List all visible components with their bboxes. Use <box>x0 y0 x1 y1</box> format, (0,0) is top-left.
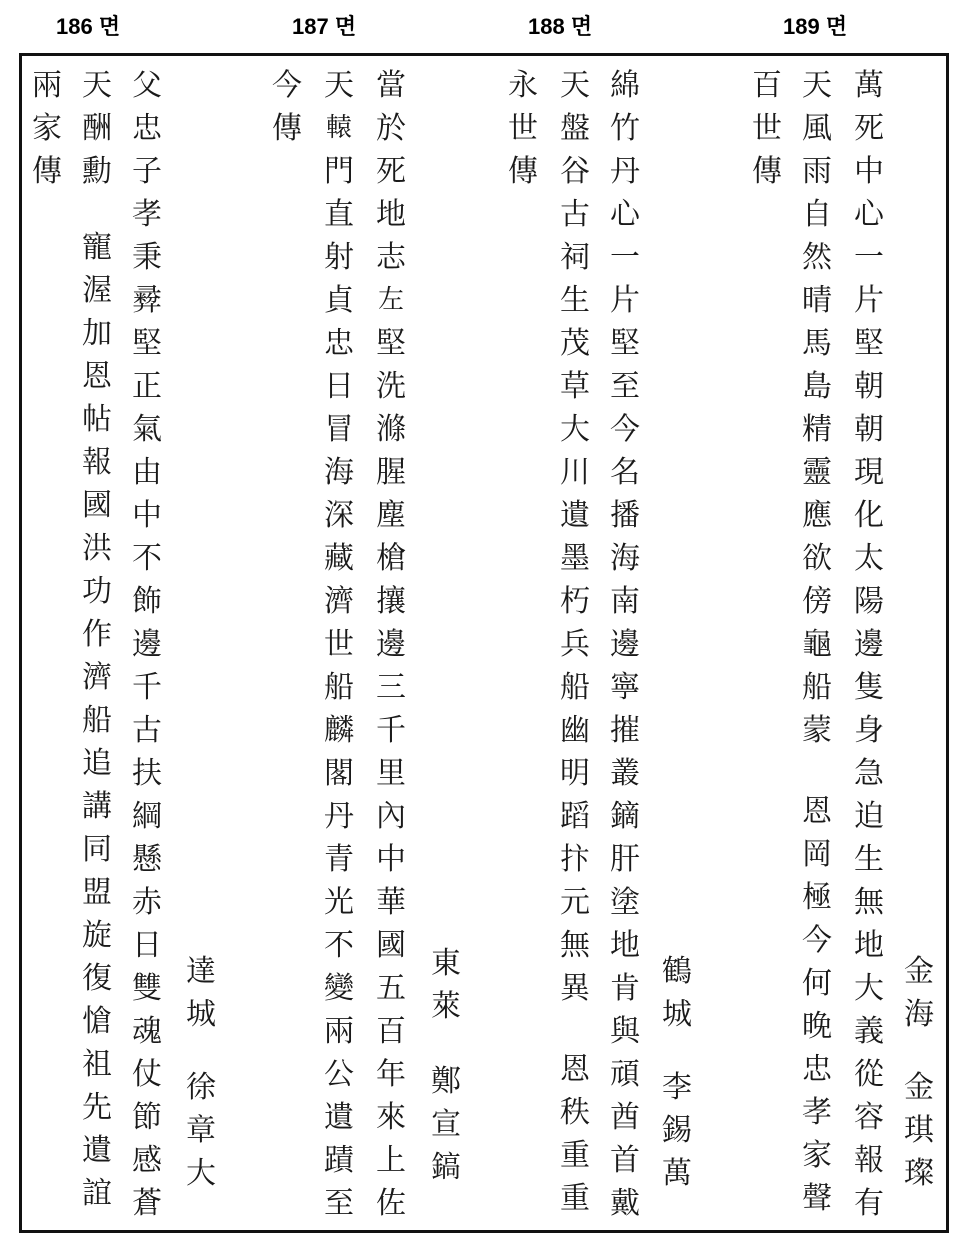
hanja-char: 肝 <box>610 842 640 877</box>
hanja-char: 璨 <box>904 1156 934 1191</box>
hanja-char: 加 <box>82 316 112 351</box>
hanja-char: 恩 <box>82 359 112 394</box>
hanja-char: 聲 <box>802 1181 832 1216</box>
hanja-char: 地 <box>610 928 640 963</box>
hanja-char: 自 <box>802 197 832 232</box>
hanja-char: 傳 <box>32 154 62 189</box>
p188-column-4 <box>606 64 644 1225</box>
hanja-char: 生 <box>560 283 590 318</box>
hanja-char: 至 <box>610 369 640 404</box>
hanja-char: 船 <box>802 670 832 705</box>
page-header-186: 186 면 <box>56 14 121 39</box>
hanja-char: 從 <box>854 1057 884 1092</box>
hanja-char: 南 <box>610 584 640 619</box>
hanja-char: 孝 <box>132 197 162 232</box>
hanja-char: 晚 <box>802 1009 832 1044</box>
hanja-char: 赤 <box>132 885 162 920</box>
hanja-char: 孝 <box>802 1095 832 1130</box>
hanja-char: 魂 <box>132 1014 162 1049</box>
hanja-char: 天 <box>82 68 112 103</box>
hanja-char: 兩 <box>32 68 62 103</box>
hanja-char: 元 <box>560 885 590 920</box>
hanja-char: 川 <box>560 455 590 490</box>
hanja-char: 懸 <box>132 842 162 877</box>
p186-column-2 <box>78 64 116 193</box>
hanja-char: 光 <box>324 885 354 920</box>
hanja-char: 里 <box>376 756 406 791</box>
hanja-char: 永 <box>508 68 538 103</box>
hanja-char: 節 <box>132 1100 162 1135</box>
hanja-char: 蒙 <box>802 713 832 748</box>
hanja-char: 氣 <box>132 412 162 447</box>
hanja-char: 身 <box>854 713 884 748</box>
hanja-char: 今 <box>610 412 640 447</box>
hanja-char: 鏑 <box>610 799 640 834</box>
p189-column-4 <box>850 64 888 1225</box>
hanja-char: 章 <box>186 1113 216 1148</box>
hanja-char: 正 <box>132 369 162 404</box>
hanja-char: 麟 <box>324 713 354 748</box>
hanja-char: 千 <box>376 713 406 748</box>
hanja-char: 雙 <box>132 971 162 1006</box>
hanja-char: 飾 <box>132 584 162 619</box>
hanja-char: 叢 <box>610 756 640 791</box>
hanja-char: 酬 <box>82 111 112 146</box>
hanja-char: 忠 <box>324 326 354 361</box>
hanja-char: 化 <box>854 498 884 533</box>
hanja-char: 海 <box>610 541 640 576</box>
hanja-char: 靈 <box>802 455 832 490</box>
p186-column-4 <box>128 64 166 1225</box>
hanja-char: 雨 <box>802 154 832 189</box>
hanja-char: 子 <box>132 154 162 189</box>
hanja-char: 生 <box>854 842 884 877</box>
hanja-char: 何 <box>802 966 832 1001</box>
hanja-char: 丹 <box>610 154 640 189</box>
p189-title-column <box>748 64 786 193</box>
p187-author-name <box>427 1060 465 1189</box>
hanja-char: 綱 <box>132 799 162 834</box>
hanja-char: 深 <box>324 498 354 533</box>
hanja-char: 攘 <box>376 584 406 619</box>
hanja-char: 岡 <box>802 837 832 872</box>
p186-title-column <box>28 64 66 193</box>
hanja-char: 藏 <box>324 541 354 576</box>
p189-author-name <box>900 1066 938 1195</box>
hanja-char: 誼 <box>82 1176 112 1211</box>
p187-author-origin <box>427 942 465 1028</box>
hanja-char: 明 <box>560 756 590 791</box>
hanja-char: 地 <box>376 197 406 232</box>
hanja-char: 志 <box>376 240 406 275</box>
hanja-char: 萊 <box>431 989 461 1024</box>
hanja-char: 與 <box>610 1014 640 1049</box>
hanja-char: 國 <box>376 928 406 963</box>
hanja-char: 船 <box>324 670 354 705</box>
hanja-char: 大 <box>560 412 590 447</box>
hanja-char: 堅 <box>854 326 884 361</box>
hanja-char: 勳 <box>82 154 112 189</box>
p188-column-3 <box>556 1048 594 1220</box>
hanja-char: 李 <box>662 1070 692 1105</box>
hanja-char: 兵 <box>560 627 590 662</box>
hanja-char: 至 <box>324 1186 354 1221</box>
hanja-char: 講 <box>82 789 112 824</box>
hanja-char: 轅 <box>325 113 352 143</box>
hanja-char: 愴 <box>82 1004 112 1039</box>
hanja-char: 片 <box>854 283 884 318</box>
hanja-char: 戴 <box>610 1186 640 1221</box>
hanja-char: 朝 <box>854 412 884 447</box>
hanja-char: 急 <box>854 756 884 791</box>
hanja-char: 萬 <box>854 68 884 103</box>
hanja-char: 丹 <box>324 799 354 834</box>
hanja-char: 扶 <box>132 756 162 791</box>
hanja-char: 於 <box>376 111 406 146</box>
hanja-char: 忠 <box>802 1052 832 1087</box>
hanja-char: 蒼 <box>132 1186 162 1221</box>
p188-author-name <box>658 1066 696 1195</box>
hanja-char: 世 <box>752 111 782 146</box>
p189-author-origin <box>900 950 938 1036</box>
hanja-char: 感 <box>132 1143 162 1178</box>
hanja-char: 世 <box>324 627 354 662</box>
hanja-char: 濟 <box>324 584 354 619</box>
hanja-char: 家 <box>802 1138 832 1173</box>
hanja-char: 秉 <box>132 240 162 275</box>
hanja-char: 旋 <box>82 918 112 953</box>
hanja-char: 邊 <box>854 627 884 662</box>
hanja-char: 父 <box>132 68 162 103</box>
p188-title-column <box>504 64 542 193</box>
hanja-char: 世 <box>508 111 538 146</box>
hanja-char: 同 <box>82 832 112 867</box>
hanja-char: 肯 <box>610 971 640 1006</box>
hanja-char: 邊 <box>132 627 162 662</box>
hanja-char: 五 <box>376 971 406 1006</box>
hanja-char: 大 <box>854 971 884 1006</box>
hanja-char: 日 <box>132 928 162 963</box>
hanja-char: 傳 <box>752 154 782 189</box>
hanja-char: 重 <box>560 1138 590 1173</box>
hanja-char: 播 <box>610 498 640 533</box>
hanja-char: 抃 <box>560 842 590 877</box>
hanja-char: 迫 <box>854 799 884 834</box>
hanja-char: 家 <box>32 111 62 146</box>
hanja-char: 今 <box>802 923 832 958</box>
hanja-char: 變 <box>324 971 354 1006</box>
hanja-char: 忠 <box>132 111 162 146</box>
hanja-char: 有 <box>854 1186 884 1221</box>
hanja-char: 天 <box>802 68 832 103</box>
hanja-char: 堅 <box>610 326 640 361</box>
hanja-char: 現 <box>854 455 884 490</box>
hanja-char: 來 <box>376 1100 406 1135</box>
hanja-char: 秩 <box>560 1095 590 1130</box>
hanja-char: 風 <box>802 111 832 146</box>
hanja-char: 馬 <box>802 326 832 361</box>
hanja-char: 日 <box>324 369 354 404</box>
hanja-char: 青 <box>324 842 354 877</box>
hanja-char: 義 <box>854 1014 884 1049</box>
hanja-char: 精 <box>802 412 832 447</box>
page-header-188: 188 면 <box>528 14 593 39</box>
hanja-char: 盟 <box>82 875 112 910</box>
hanja-char: 功 <box>82 574 112 609</box>
p187-title-column <box>268 64 306 150</box>
hanja-char: 閣 <box>324 756 354 791</box>
hanja-char: 無 <box>854 885 884 920</box>
hanja-char: 鶴 <box>662 954 692 989</box>
hanja-char: 濟 <box>82 660 112 695</box>
hanja-char: 先 <box>82 1090 112 1125</box>
hanja-char: 萬 <box>662 1156 692 1191</box>
hanja-char: 邊 <box>610 627 640 662</box>
hanja-char: 帖 <box>82 402 112 437</box>
hanja-char: 佐 <box>376 1186 406 1221</box>
hanja-char: 東 <box>431 946 461 981</box>
p186-author-name <box>182 1066 220 1195</box>
hanja-char: 不 <box>324 928 354 963</box>
hanja-char: 隻 <box>854 670 884 705</box>
hanja-char: 兩 <box>324 1014 354 1049</box>
hanja-char: 片 <box>610 283 640 318</box>
hanja-char: 錫 <box>662 1113 692 1148</box>
hanja-char: 首 <box>610 1143 640 1178</box>
hanja-char: 遺 <box>82 1133 112 1168</box>
hanja-char: 邊 <box>376 627 406 662</box>
hanja-char: 島 <box>802 369 832 404</box>
hanja-char: 酋 <box>610 1100 640 1135</box>
hanja-char: 報 <box>854 1143 884 1178</box>
hanja-char: 綿 <box>610 68 640 103</box>
hanja-char: 不 <box>132 541 162 576</box>
hanja-char: 冒 <box>324 412 354 447</box>
hanja-char: 金 <box>904 954 934 989</box>
hanja-char: 地 <box>854 928 884 963</box>
hanja-char: 塗 <box>610 885 640 920</box>
hanja-char: 天 <box>324 68 354 103</box>
hanja-char: 傍 <box>802 584 832 619</box>
hanja-char: 射 <box>324 240 354 275</box>
hanja-char: 百 <box>376 1014 406 1049</box>
hanja-char: 蹈 <box>560 799 590 834</box>
hanja-char: 作 <box>82 617 112 652</box>
hanja-char: 彛 <box>132 283 162 318</box>
p187-column-3 <box>372 64 410 1225</box>
hanja-char: 名 <box>610 455 640 490</box>
hanja-char: 恩 <box>560 1052 590 1087</box>
hanja-char: 無 <box>560 928 590 963</box>
hanja-char: 祖 <box>82 1047 112 1082</box>
hanja-char: 朝 <box>854 369 884 404</box>
hanja-char: 草 <box>560 369 590 404</box>
hanja-char: 墨 <box>560 541 590 576</box>
p189-column-3 <box>798 790 836 1220</box>
hanja-char: 洪 <box>82 531 112 566</box>
hanja-char: 追 <box>82 746 112 781</box>
hanja-char: 仗 <box>132 1057 162 1092</box>
hanja-char: 復 <box>82 961 112 996</box>
p188-author-origin <box>658 950 696 1036</box>
hanja-char: 洗 <box>376 369 406 404</box>
hanja-char: 寧 <box>610 670 640 705</box>
hanja-char: 內 <box>376 799 406 834</box>
hanja-char: 一 <box>854 240 884 275</box>
hanja-char: 鄭 <box>431 1064 461 1099</box>
hanja-char: 華 <box>376 885 406 920</box>
hanja-char: 遺 <box>324 1100 354 1135</box>
hanja-char: 心 <box>610 197 640 232</box>
p187-column-2 <box>320 64 358 1225</box>
hanja-char: 茂 <box>560 326 590 361</box>
hanja-char: 腥 <box>376 455 406 490</box>
hanja-char: 遺 <box>560 498 590 533</box>
hanja-char: 中 <box>376 842 406 877</box>
hanja-char: 重 <box>560 1181 590 1216</box>
hanja-char: 谷 <box>560 154 590 189</box>
hanja-char: 達 <box>186 954 216 989</box>
hanja-char: 容 <box>854 1100 884 1135</box>
hanja-char: 由 <box>132 455 162 490</box>
hanja-char: 摧 <box>610 713 640 748</box>
hanja-char: 晴 <box>802 283 832 318</box>
hanja-char: 極 <box>802 880 832 915</box>
hanja-char: 城 <box>662 997 692 1032</box>
hanja-char: 死 <box>376 154 406 189</box>
hanja-char: 百 <box>752 68 782 103</box>
hanja-char: 蹟 <box>324 1143 354 1178</box>
hanja-char: 應 <box>802 498 832 533</box>
hanja-char: 竹 <box>610 111 640 146</box>
hanja-char: 渥 <box>82 273 112 308</box>
hanja-char: 恩 <box>802 794 832 829</box>
hanja-char: 傳 <box>508 154 538 189</box>
hanja-char: 傳 <box>272 111 302 146</box>
hanja-char: 陽 <box>854 584 884 619</box>
hanja-char: 宣 <box>431 1107 461 1142</box>
hanja-char: 三 <box>376 670 406 705</box>
hanja-char: 盤 <box>560 111 590 146</box>
hanja-char: 國 <box>82 488 112 523</box>
hanja-char: 城 <box>186 997 216 1032</box>
hanja-char: 今 <box>272 68 302 103</box>
hanja-char: 槍 <box>376 541 406 576</box>
hanja-char: 鎬 <box>431 1150 461 1185</box>
hanja-char: 琪 <box>904 1113 934 1148</box>
hanja-char: 幽 <box>560 713 590 748</box>
hanja-char: 異 <box>560 971 590 1006</box>
hanja-char: 天 <box>560 68 590 103</box>
hanja-char: 徐 <box>186 1070 216 1105</box>
hanja-char: 當 <box>376 68 406 103</box>
hanja-char: 船 <box>82 703 112 738</box>
hanja-char: 寵 <box>82 230 112 265</box>
hanja-char: 滌 <box>376 412 406 447</box>
hanja-char: 祠 <box>560 240 590 275</box>
hanja-char: 船 <box>560 670 590 705</box>
hanja-char: 心 <box>854 197 884 232</box>
hanja-char: 一 <box>610 240 640 275</box>
hanja-char: 上 <box>376 1143 406 1178</box>
hanja-char: 古 <box>132 713 162 748</box>
hanja-char: 左 <box>377 285 404 315</box>
hanja-char: 塵 <box>376 498 406 533</box>
hanja-char: 然 <box>802 240 832 275</box>
hanja-char: 堅 <box>132 326 162 361</box>
hanja-char: 報 <box>82 445 112 480</box>
hanja-char: 海 <box>904 997 934 1032</box>
hanja-char: 公 <box>324 1057 354 1092</box>
hanja-char: 金 <box>904 1070 934 1105</box>
p188-column-2 <box>556 64 594 1010</box>
page-header-187: 187 면 <box>292 14 357 39</box>
p186-author-origin <box>182 950 220 1036</box>
page-header-189: 189 면 <box>783 14 848 39</box>
hanja-char: 中 <box>854 154 884 189</box>
hanja-char: 古 <box>560 197 590 232</box>
hanja-char: 大 <box>186 1156 216 1191</box>
hanja-char: 年 <box>376 1057 406 1092</box>
hanja-char: 門 <box>324 154 354 189</box>
hanja-char: 龜 <box>802 627 832 662</box>
hanja-char: 海 <box>324 455 354 490</box>
hanja-char: 頑 <box>610 1057 640 1092</box>
hanja-char: 太 <box>854 541 884 576</box>
hanja-char: 中 <box>132 498 162 533</box>
p189-column-2 <box>798 64 836 752</box>
hanja-char: 朽 <box>560 584 590 619</box>
hanja-char: 貞 <box>324 283 354 318</box>
hanja-char: 堅 <box>376 326 406 361</box>
hanja-char: 直 <box>324 197 354 232</box>
hanja-char: 欲 <box>802 541 832 576</box>
p186-column-3 <box>78 226 116 1215</box>
hanja-char: 死 <box>854 111 884 146</box>
hanja-char: 千 <box>132 670 162 705</box>
